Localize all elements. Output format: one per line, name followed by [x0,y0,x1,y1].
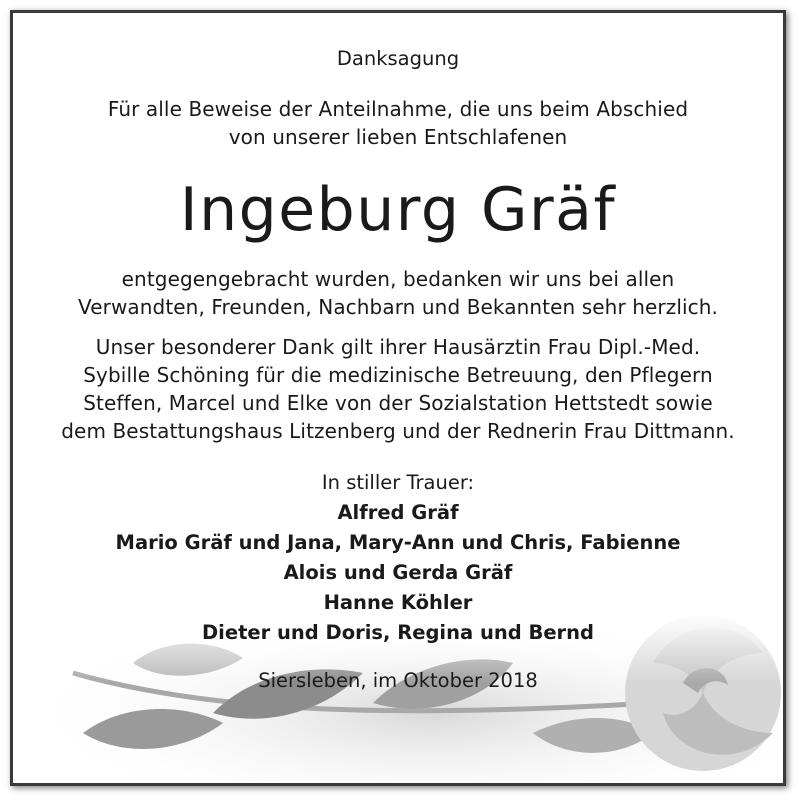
special-thanks-line: dem Bestattungshaus Litzenberg und der Rednerin Frau Dittmann. [61,419,735,443]
mourner-name: Dieter und Doris, Regina und Bernd [201,621,595,644]
thanks-line: Verwandten, Freunden, Nachbarn und Bekannten sehr herzlich. [78,295,718,319]
mourning-label: In stiller Trauer: [321,471,475,494]
heading: Danksagung [336,47,460,70]
place-date: Siersleben, im Oktober 2018 [258,669,538,692]
thanks-line: entgegengebracht wurden, bedanken wir uns bei allen [121,267,675,291]
special-thanks-line: Steffen, Marcel und Elke von der Sozialstation Hettstedt sowie [83,391,713,415]
intro-line: von unserer lieben Entschlafenen [228,125,568,149]
special-thanks-line: Unser besonderer Dank gilt ihrer Hausärztin Frau Dipl.-Med. [95,335,701,359]
mourner-name: Alois und Gerda Gräf [283,561,513,584]
obituary-card [10,10,786,786]
special-thanks-line: Sybille Schöning für die medizinische Betreuung, den Pflegern [83,363,713,387]
mourner-name: Hanne Köhler [323,591,473,614]
intro-line: Für alle Beweise der Anteilnahme, die uns beim Abschied [107,97,689,121]
deceased-name: Ingeburg Gräf [179,175,617,245]
mourner-name: Alfred Gräf [337,501,459,524]
mourner-name: Mario Gräf und Jana, Mary-Ann und Chris, Fabienne [115,531,681,554]
